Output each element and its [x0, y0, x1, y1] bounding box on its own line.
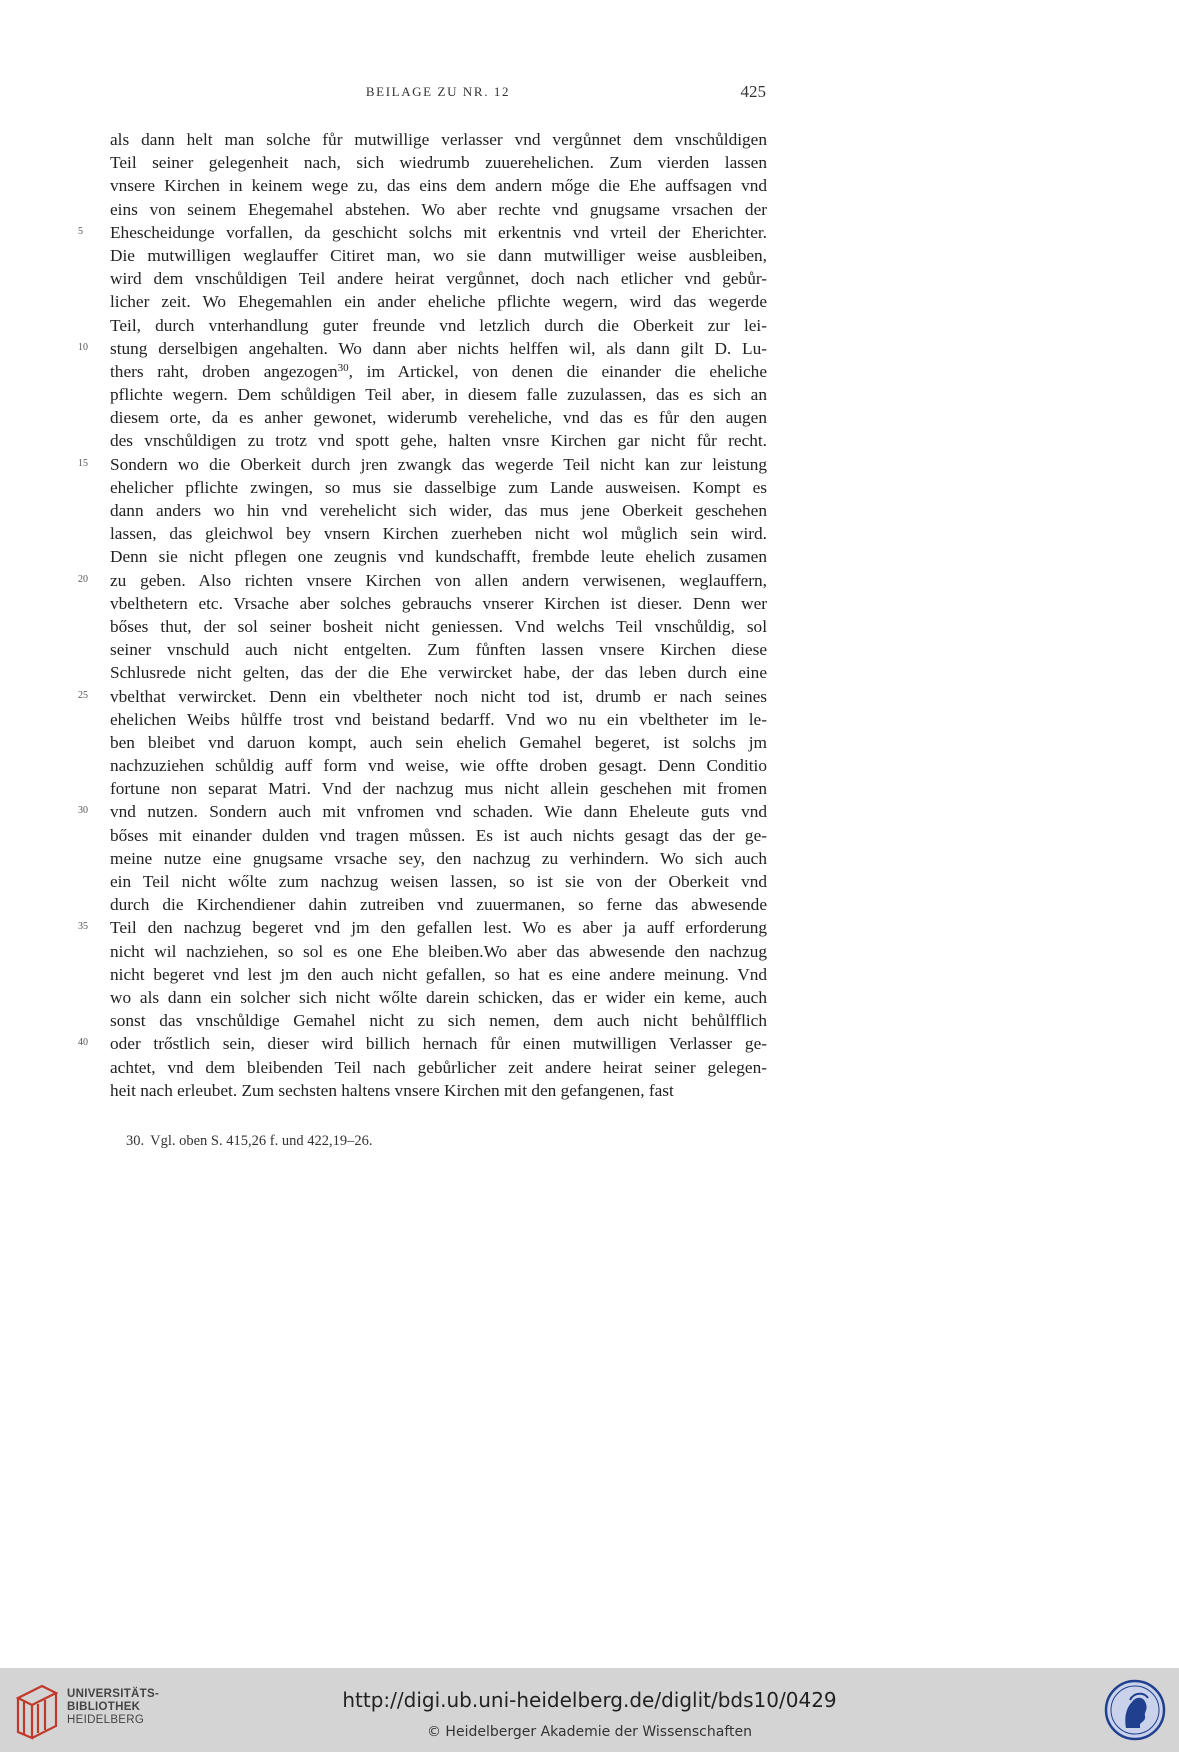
line-text: vbelthat verwircket. Denn ein vbeltheter noch nicht tod ist, drumb er nach seines [110, 686, 767, 706]
line-text: des vnschůldigen zu trotz vnd spott gehe, halten vnsre Kirchen gar nicht fůr recht. [110, 431, 767, 451]
footnote [126, 1133, 372, 1150]
line-text: meine nutze eine gnugsame vrsache sey, den nachzug zu verhindern. Wo sich auch [110, 848, 767, 868]
text-line [0, 198, 1179, 221]
line-text: diesem orte, da es anher gewonet, widerumb vereheliche, vnd das es fůr den augen [110, 408, 767, 428]
text-line [0, 522, 1179, 545]
line-text: dann anders wo hin vnd verehelicht sich wider, das mus jene Oberkeit geschehen [110, 501, 767, 520]
line-text: Die mutwilligen weglauffer Citiret man, wo sie dann mutwilliger weise ausbleiben, [110, 245, 767, 265]
line-text: lassen, das gleichwol bey vnsern Kirchen zuerheben nicht wol můglich sein wird. [110, 524, 767, 544]
line-text: stung derselbigen angehalten. Wo dann aber nichts helffen wil, als dann gilt D. Lu- [110, 338, 767, 358]
line-number: 10 [78, 341, 88, 353]
line-text: ehelichen Weibs hůlffe trost vnd beistand bedarff. Vnd wo nu ein vbeltheter im le- [110, 709, 767, 729]
text-line [0, 916, 1179, 939]
line-text: bőses mit einander dulden vnd tragen můssen. Es ist auch nichts gesagt das der ge- [110, 825, 767, 845]
text-line [0, 429, 1179, 452]
text-line [0, 940, 1179, 963]
line-text: wird dem vnschůldigen Teil andere heirat vergůnnet, doch nach etlicher vnd gebůr- [110, 269, 767, 289]
library-name-line: UNIVERSITÄTS- [67, 1688, 160, 1700]
line-text: Ehescheidunge vorfallen, da geschicht solchs mit erkentnis vnd vrteil der Eherichter. [110, 222, 767, 242]
text-line [0, 870, 1179, 893]
text-line [0, 661, 1179, 684]
text-line [0, 383, 1179, 406]
text-line [0, 731, 1179, 754]
line-text: achtet, vnd dem bleibenden Teil nach gebůrlicher zeit andere heirat seiner gelegen- [110, 1057, 767, 1077]
text-line [0, 847, 1179, 870]
line-text: vnsere Kirchen in keinem wege zu, das eins dem andern mőge die Ehe auffsagen vnd [110, 176, 767, 196]
line-text [110, 360, 767, 383]
line-text: fortune non separat Matri. Vnd der nachzug mus nicht allein geschehen mit fromen [110, 779, 767, 799]
body-text [0, 128, 1179, 1102]
text-line [0, 499, 1179, 522]
permalink-url[interactable]: http://digi.ub.uni-heidelberg.de/diglit/bds10/0429 [342, 1688, 837, 1712]
viewer-footer-bar [0, 1668, 1179, 1752]
line-text: Teil, durch vnterhandlung guter freunde vnd letzlich durch die Oberkeit zur lei- [110, 315, 767, 335]
text-line [0, 777, 1179, 800]
footnote-reference[interactable]: 30 [337, 361, 349, 374]
line-text: licher zeit. Wo Ehegemahlen ein ander eheliche pflichte wegern, wird das wegerde [110, 292, 767, 312]
line-number: 5 [78, 225, 83, 237]
line-text: durch die Kirchendiener dahin zutreiben vnd zuuermanen, so ferne das abwesende [110, 895, 767, 915]
line-number: 35 [78, 921, 88, 933]
text-line [0, 963, 1179, 986]
line-text-part: , im Artickel, von denen die einander die eheliche [348, 361, 767, 381]
text-line [0, 638, 1179, 661]
line-text: sonst das vnschůldige Gemahel nicht zu sich nemen, dem auch nicht behůlfflich [110, 1011, 767, 1031]
line-text: pflichte wegern. Dem schůldigen Teil aber, in diesem falle zuzulassen, das es sich an [110, 385, 767, 405]
line-text: Teil den nachzug begeret vnd jm den gefallen lest. Wo es aber ja auff erforderung [110, 918, 767, 938]
line-text: Teil seiner gelegenheit nach, sich wiedrumb zuuerehelichen. Zum vierden lassen [110, 153, 767, 173]
text-line [0, 569, 1179, 592]
line-text: oder trőstlich sein, dieser wird billich hernach fůr einen mutwilligen Verlasser ge- [110, 1034, 767, 1054]
text-line [0, 221, 1179, 244]
library-name-line: HEIDELBERG [67, 1714, 145, 1726]
text-line [0, 1032, 1179, 1055]
text-line [0, 986, 1179, 1009]
text-line [0, 337, 1179, 360]
text-line [0, 290, 1179, 313]
line-text: Sondern wo die Oberkeit durch jren zwangk das wegerde Teil nicht kan zur leistung [110, 454, 767, 474]
text-line [0, 1056, 1179, 1079]
text-line [0, 244, 1179, 267]
line-text: ben bleibet vnd daruon kompt, auch sein ehelich Gemahel begeret, ist solchs jm [110, 732, 767, 752]
text-line [0, 592, 1179, 615]
running-head: BEILAGE ZU NR. 12 [365, 84, 511, 99]
line-text: vbelthetern etc. Vrsache aber solches gebrauchs vnserer Kirchen ist dieser. Denn wer [110, 593, 767, 613]
library-name-line: BIBLIOTHEK [67, 1701, 141, 1713]
text-line [0, 754, 1179, 777]
footnote-mark: 30. [126, 1133, 145, 1149]
text-line [0, 545, 1179, 568]
line-text: eins von seinem Ehegemahel abstehen. Wo aber rechte vnd gnugsame vrsachen der [110, 199, 767, 219]
line-text: nachzuziehen schůldig auff form vnd weise, wie offte droben gesagt. Denn Conditio [110, 756, 767, 776]
line-text: ehelicher pflichte zwingen, so mus sie dasselbige zum Lande ausweisen. Kompt es [110, 477, 767, 497]
line-number: 25 [78, 689, 88, 701]
line-text: vnd nutzen. Sondern auch mit vnfromen vnd schaden. Wie dann Eheleute guts vnd [110, 802, 767, 822]
line-number: 20 [78, 573, 88, 585]
line-text: Denn sie nicht pflegen one zeugnis vnd kundschafft, frembde leute ehelich zusamen [110, 547, 767, 567]
text-line [0, 893, 1179, 916]
copyright-text: © Heidelberger Akademie der Wissenschaften [426, 1724, 752, 1740]
text-line [0, 360, 1179, 383]
line-number: 15 [78, 457, 88, 469]
line-text-part: thers raht, droben angezogen [110, 361, 338, 381]
line-text: heit nach erleubet. Zum sechsten haltens vnsere Kirchen mit den gefangenen, fast [110, 1080, 674, 1100]
text-line [0, 476, 1179, 499]
text-line [0, 151, 1179, 174]
line-text: als dann helt man solche fůr mutwillige verlasser vnd vergůnnet dem vnschůldigen [110, 130, 767, 149]
text-line [0, 267, 1179, 290]
text-line [0, 708, 1179, 731]
text-line [0, 453, 1179, 476]
footnote-text: Vgl. oben S. 415,26 f. und 422,19–26. [150, 1133, 373, 1149]
text-line [0, 1079, 1179, 1102]
text-line [0, 615, 1179, 638]
text-line [0, 800, 1179, 823]
text-line [0, 1009, 1179, 1032]
text-line [0, 314, 1179, 337]
text-line [0, 824, 1179, 847]
academy-seal-icon [1104, 1678, 1166, 1742]
line-text: Schlusrede nicht gelten, das der die Ehe verwircket habe, der das leben durch eine [110, 663, 767, 683]
page-number: 425 [740, 82, 766, 101]
line-number: 40 [78, 1037, 88, 1049]
text-line [0, 406, 1179, 429]
line-text: nicht wil nachziehen, so sol es one Ehe bleiben.Wo aber das abwesende den nachzug [110, 941, 767, 961]
text-line [0, 174, 1179, 197]
line-text: ein Teil nicht wőlte zum nachzug weisen lassen, so ist sie von der Oberkeit vnd [110, 872, 767, 891]
line-text: wo als dann ein solcher sich nicht wőlte darein schicken, das er wider ein keme, auch [110, 987, 767, 1007]
text-line [0, 685, 1179, 708]
line-text: zu geben. Also richten vnsere Kirchen von allen andern verwisenen, weglauffern, [110, 570, 767, 590]
line-text: bőses thut, der sol seiner bosheit nicht geniessen. Vnd welchs Teil vnschůldig, sol [110, 616, 767, 636]
line-text: seiner vnschuld auch nicht entgelten. Zum fůnften lassen vnsere Kirchen diese [110, 640, 767, 660]
line-text: nicht begeret vnd lest jm den auch nicht gefallen, so hat es eine andere meinung. Vnd [110, 964, 767, 984]
text-line [0, 128, 1179, 151]
line-number: 30 [78, 805, 88, 817]
